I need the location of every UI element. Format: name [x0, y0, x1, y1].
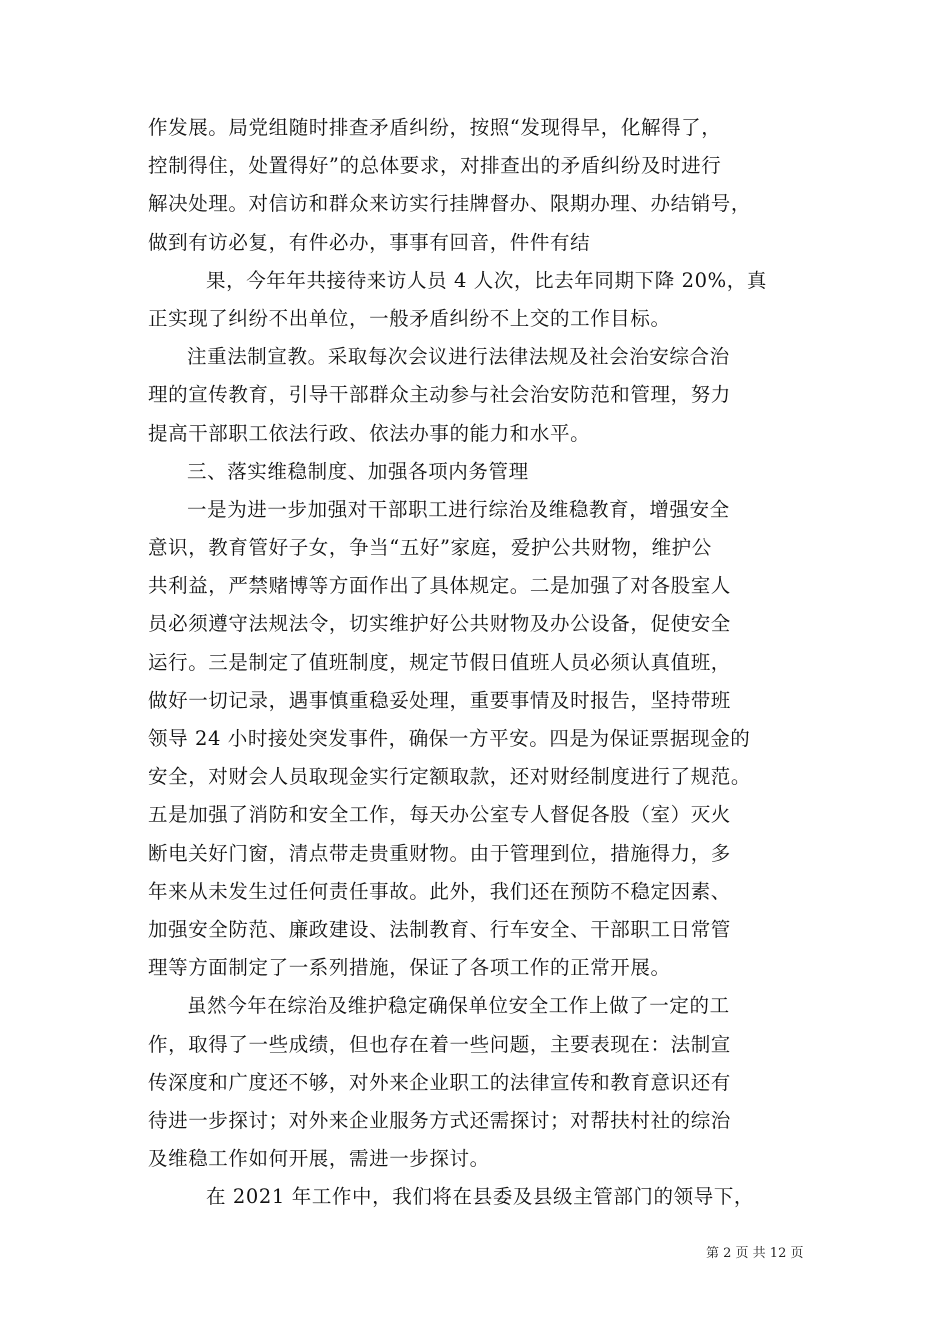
- text-line: 运行。三是制定了值班制度，规定节假日值班人员必须认真值班，: [148, 650, 731, 674]
- page-number-footer: 第 2 页 共 12 页: [706, 1246, 804, 1261]
- text-line: 意识，教育管好子女，争当“五好”家庭，爱护公共财物，维护公: [148, 536, 712, 560]
- text-line: 提高干部职工依法行政、依法办事的能力和水平。: [148, 421, 591, 445]
- text-line: 领导 24 小时接处突发事件，确保一方平安。四是为保证票据现金的: [148, 727, 751, 750]
- text-line: 理的宣传教育，引导干部群众主动参与社会治安防范和管理，努力: [148, 383, 731, 407]
- text-line: 加强安全防范、廉政建设、法制教育、行车安全、干部职工日常管: [148, 917, 731, 941]
- text-line: 果，今年年共接待来访人员 4 人次，比去年同期下降 20%，真: [206, 268, 767, 292]
- document-body: [148, 112, 820, 1219]
- text-line: 及维稳工作如何开展，需进一步探讨。: [148, 1147, 490, 1171]
- text-line: 待进一步探讨；对外来企业服务方式还需探讨；对帮扶村社的综治: [148, 1108, 731, 1132]
- text-line: 传深度和广度还不够，对外来企业职工的法律宣传和教育意识还有: [148, 1070, 731, 1094]
- text-line: 做好一切记录，遇事慎重稳妥处理，重要事情及时报告，坚持带班: [148, 688, 731, 712]
- text-line: 断电关好门窗，清点带走贵重财物。由于管理到位，措施得力，多: [148, 841, 731, 865]
- section-heading: 三、落实维稳制度、加强各项内务管理: [187, 459, 529, 483]
- text-line: 控制得住，处置得好”的总体要求，对排查出的矛盾纠纷及时进行: [148, 154, 722, 178]
- text-line: 作，取得了一些成绩，但也存在着一些问题，主要表现在：法制宣: [148, 1032, 731, 1056]
- text-line: 五是加强了消防和安全工作，每天办公室专人督促各股（室）灭火: [148, 803, 731, 827]
- text-line: 解决处理。对信访和群众来访实行挂牌督办、限期办理、办结销号，: [148, 192, 752, 216]
- text-line: 作发展。局党组随时排查矛盾纠纷，按照“发现得早，化解得了，: [148, 116, 722, 139]
- text-line: 安全，对财会人员取现金实行定额取款，还对财经制度进行了规范。: [148, 765, 752, 789]
- text-line: 做到有访必复，有件必办，事事有回音，件件有结: [148, 230, 591, 254]
- text-line: 在 2021 年工作中，我们将在县委及县级主管部门的领导下，: [206, 1185, 755, 1209]
- text-line: 员必须遵守法规法令，切实维护好公共财物及办公设备，促使安全: [148, 612, 731, 636]
- text-line: 理等方面制定了一系列措施，保证了各项工作的正常开展。: [148, 956, 671, 980]
- text-line: 注重法制宣教。采取每次会议进行法律法规及社会治安综合治: [187, 345, 730, 369]
- text-line: 正实现了纠纷不出单位，一般矛盾纠纷不上交的工作目标。: [148, 306, 671, 330]
- text-line: 虽然今年在综治及维护稳定确保单位安全工作上做了一定的工: [187, 994, 730, 1018]
- text-line: 一是为进一步加强对干部职工进行综治及维稳教育，增强安全: [187, 497, 730, 521]
- text-line: 共利益，严禁赌博等方面作出了具体规定。二是加强了对各股室人: [148, 574, 731, 598]
- text-line: 年来从未发生过任何责任事故。此外，我们还在预防不稳定因素、: [148, 879, 731, 903]
